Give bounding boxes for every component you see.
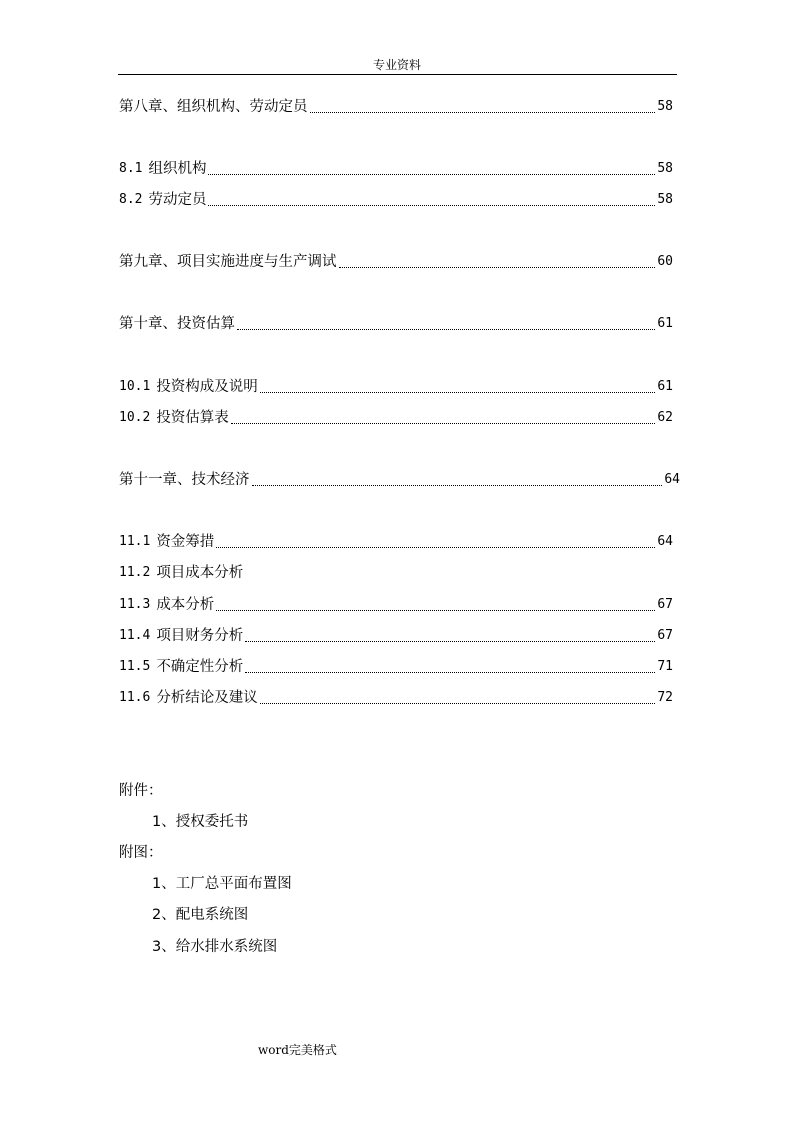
toc-entry-number: 10.2 (119, 410, 151, 425)
toc-entry-page: 58 (657, 161, 673, 176)
toc-entry-page: 58 (657, 99, 673, 114)
toc-entry-11-2[interactable] (119, 561, 673, 583)
figure-item: 1、工厂总平面布置图 (152, 876, 292, 892)
toc-dot-leader (260, 391, 656, 393)
toc-dot-leader (216, 609, 655, 611)
toc-entry-label: 资金筹措 (156, 534, 215, 550)
toc-dot-leader (216, 546, 655, 548)
toc-entry-chapter-10[interactable] (119, 312, 673, 334)
toc-dot-leader (208, 204, 655, 206)
toc-entry-page: 72 (657, 690, 673, 705)
attachment-item: 1、授权委托书 (152, 814, 249, 830)
toc-entry-label: 第十章、投资估算 (119, 316, 235, 332)
toc-entry-page: 67 (657, 628, 673, 643)
toc-dot-leader (237, 328, 655, 330)
page-footer: word完美格式 (258, 1043, 337, 1057)
toc-entry-8-1[interactable] (119, 157, 673, 179)
toc-entry-11-6[interactable] (119, 686, 673, 708)
toc-entry-page: 67 (657, 597, 673, 612)
toc-entry-number: 11.2 (119, 565, 151, 580)
toc-entry-8-2[interactable] (119, 188, 673, 210)
toc-entry-label: 组织机构 (148, 161, 207, 177)
header-rule (118, 74, 677, 75)
toc-entry-number: 10.1 (119, 379, 151, 394)
toc-entry-number: 8.2 (119, 192, 143, 207)
toc-entry-label: 分析结论及建议 (156, 690, 258, 706)
toc-entry-11-4[interactable] (119, 624, 673, 646)
toc-entry-label: 成本分析 (156, 597, 215, 613)
toc-entry-label: 劳动定员 (148, 192, 207, 208)
toc-entry-11-5[interactable] (119, 655, 673, 677)
header-text: 专业资料 (372, 58, 421, 72)
attachments-title: 附件： (119, 783, 163, 799)
toc-entry-label: 投资构成及说明 (156, 379, 258, 395)
toc-entry-label: 第十一章、技术经济 (119, 472, 250, 488)
toc-entry-label: 不确定性分析 (156, 659, 244, 675)
toc-dot-leader (208, 173, 655, 175)
toc-entry-number: 11.6 (119, 690, 151, 705)
toc-entry-chapter-8[interactable] (119, 95, 673, 117)
toc-entry-page: 58 (657, 192, 673, 207)
toc-entry-page: 64 (664, 472, 680, 487)
figure-item: 2、配电系统图 (152, 907, 249, 923)
toc-entry-11-1[interactable] (119, 530, 673, 552)
toc-entry-10-2[interactable] (119, 406, 673, 428)
toc-entry-page: 61 (657, 316, 673, 331)
toc-entry-page: 62 (657, 410, 673, 425)
toc-entry-chapter-9[interactable] (119, 250, 673, 272)
toc-entry-page: 61 (657, 379, 673, 394)
toc-entry-label: 投资估算表 (156, 410, 229, 426)
toc-entry-page: 71 (657, 659, 673, 674)
toc-entry-page: 64 (657, 534, 673, 549)
toc-dot-leader (252, 484, 663, 486)
toc-entry-number: 11.4 (119, 628, 151, 643)
toc-entry-label: 第八章、组织机构、劳动定员 (119, 99, 308, 115)
toc-entry-chapter-11[interactable] (119, 468, 680, 490)
toc-entry-page: 60 (657, 254, 673, 269)
toc-entry-label: 第九章、项目实施进度与生产调试 (119, 254, 337, 270)
toc-dot-leader (260, 702, 656, 704)
toc-dot-leader (310, 111, 656, 113)
toc-entry-label: 项目成本分析 (156, 565, 244, 581)
toc-entry-number: 11.1 (119, 534, 151, 549)
toc-entry-number: 8.1 (119, 161, 143, 176)
toc-dot-leader (339, 266, 656, 268)
toc-entry-11-3[interactable] (119, 593, 673, 615)
toc-dot-leader (245, 640, 655, 642)
toc-entry-number: 11.5 (119, 659, 151, 674)
toc-entry-number: 11.3 (119, 597, 151, 612)
toc-dot-leader (231, 422, 656, 424)
toc-entry-label: 项目财务分析 (156, 628, 244, 644)
toc-entry-10-1[interactable] (119, 375, 673, 397)
figure-item: 3、给水排水系统图 (152, 939, 278, 955)
figures-title: 附图： (119, 845, 163, 861)
toc-dot-leader (245, 671, 655, 673)
